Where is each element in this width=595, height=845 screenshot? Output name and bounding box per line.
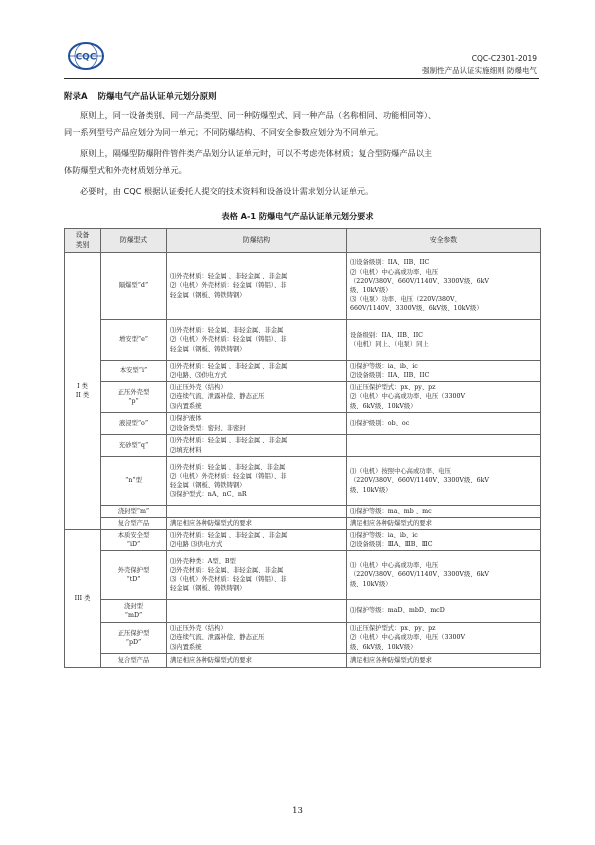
cell-line: ⑵设备级别：IIA、IIB、IIC xyxy=(350,372,430,379)
type-cell xyxy=(101,530,167,551)
table-row xyxy=(65,530,541,551)
params-cell xyxy=(347,253,541,320)
params-cell xyxy=(347,361,541,382)
category-line: I 类 xyxy=(77,382,88,390)
cell-line: 660V/1140V、3300V级、6kV级、10kV级） xyxy=(350,305,483,313)
cell-line: ⑵填充材料 xyxy=(170,446,202,454)
header-line: 类别 xyxy=(75,240,90,249)
structure-cell xyxy=(167,382,347,413)
cell-line: ⑵（电机）中心高或功率、电压（3300V xyxy=(350,634,466,642)
cell-line: 级、6kV级、10kV级） xyxy=(350,402,417,410)
cell-line: 本安型“i” xyxy=(119,367,148,375)
cell-line: ⑵电路 ⑶供电方式 xyxy=(170,541,223,548)
cell-line: 复合型产品 xyxy=(117,519,150,527)
cell-line: ⑴保护等级：ia、ib、ic xyxy=(350,362,418,370)
table-row xyxy=(65,551,541,600)
cell-line: ⑵（电机）外壳材质：轻金属（铸铝）、非 xyxy=(170,472,287,480)
cell-line: “mD” xyxy=(124,612,143,619)
cell-line: ⑴保护级别：ob、oc xyxy=(350,419,410,427)
certification-unit-table xyxy=(64,228,541,668)
cell-line: ⑶内置系统 xyxy=(170,643,202,651)
cell-line: 级、10kV级） xyxy=(350,287,392,294)
cell-line: 增安型“e” xyxy=(118,336,149,344)
document-title: 强制性产品认证实施细则 防爆电气 xyxy=(422,66,537,75)
header-line: 设备 xyxy=(75,231,90,240)
cell-line: 液浸型“o” xyxy=(118,419,149,427)
paragraph-line: 同一系列型号产品应划分为同一单元；不同防爆结构、不同安全参数应划分为不同单元。 xyxy=(64,127,384,137)
cell-line: 浇封型“m” xyxy=(117,507,150,515)
cell-line: ⑵连续气流、泄露补偿、静态正压 xyxy=(170,393,265,401)
table-row xyxy=(65,413,541,435)
category-line: III 类 xyxy=(74,594,91,602)
structure-cell xyxy=(167,600,347,623)
cell-line: 满足相应各种防爆型式的要求 xyxy=(350,519,432,527)
cell-line: （电机）同上、（电泵）同上 xyxy=(350,341,429,348)
type-cell xyxy=(101,320,167,361)
cell-line: 级、6kV级、10kV级） xyxy=(350,643,417,651)
table-title: 表格 A-1 防爆电气产品认证单元划分要求 xyxy=(221,211,374,221)
cell-line: “iD” xyxy=(126,541,141,548)
cell-line: 轻金属（钢板、铸铁铸钢） xyxy=(170,345,246,353)
params-cell xyxy=(347,320,541,361)
paragraph-1 xyxy=(64,107,540,141)
table-row xyxy=(65,253,541,320)
cell-line: 满足相应各种防爆型式的要求 xyxy=(170,519,252,527)
structure-cell xyxy=(167,654,347,668)
params-cell xyxy=(347,654,541,668)
table-row xyxy=(65,518,541,530)
cell-line: ⑵设备类型：密封、非密封 xyxy=(170,424,246,432)
table-row xyxy=(65,457,541,506)
logo-text: CQC xyxy=(75,52,97,63)
table-row xyxy=(65,600,541,623)
cell-line: 轻金属（钢板、铸铁铸钢） xyxy=(170,482,246,489)
cell-line: ⑴外壳材质：轻金属、非轻金属、非金属 xyxy=(170,327,284,335)
cell-line: 复合型产品 xyxy=(117,656,150,664)
page-number: 13 xyxy=(292,806,303,816)
cell-line: “p” xyxy=(128,398,139,405)
cell-line: （220V/380V、660V/1140V、3300V级、6kV xyxy=(350,571,489,579)
cell-line: （220V/380V、660V/1140V、3300V级、6kV xyxy=(350,477,489,485)
category-cell-iii xyxy=(65,530,101,668)
params-cell xyxy=(347,413,541,435)
type-cell xyxy=(101,506,167,518)
cell-line: ⑴外壳材质：轻金属 、非轻金属、非金属 xyxy=(170,463,286,471)
cell-line: 正压保护型 xyxy=(117,629,150,637)
header-structure: 防爆结构 xyxy=(167,229,347,253)
params-cell xyxy=(347,506,541,518)
cell-line: ⑵设备级别：ⅢA、ⅢB、ⅢC xyxy=(350,541,433,548)
cell-line: 隔爆型“d” xyxy=(118,282,149,290)
cell-line: ⑶内置系统 xyxy=(170,402,202,410)
header-type: 防爆型式 xyxy=(101,229,167,253)
structure-cell xyxy=(167,551,347,600)
cell-line: 级、10kV级） xyxy=(350,580,392,588)
category-cell-i-ii xyxy=(65,253,101,530)
cell-line: ⑴正压外壳（结构） xyxy=(170,384,227,392)
paragraph-line: 原则上，同一设备类别、同一产品类型、同一种防爆型式、同一种产品（名称相同、功能相同等）、 xyxy=(80,110,437,120)
type-cell xyxy=(101,654,167,668)
type-cell xyxy=(101,435,167,457)
cell-line: ⑵电路、⑶供电方式 xyxy=(170,372,227,379)
cell-line: “tD” xyxy=(126,576,141,583)
type-cell xyxy=(101,382,167,413)
structure-cell xyxy=(167,320,347,361)
structure-cell xyxy=(167,506,347,518)
appendix-heading xyxy=(64,90,217,102)
cell-line: ⑴保护等级：ia、ib、ic xyxy=(350,531,418,539)
cell-line: 充砂型“q” xyxy=(118,441,149,449)
structure-cell xyxy=(167,530,347,551)
paragraph-line: 必要时，由 CQC 根据认证委托人提交的技术资料和设备设计需求划分认证单元。 xyxy=(80,186,374,196)
cell-line: ⑶保护型式：nA、nC、nR xyxy=(170,491,247,499)
cell-line: “pD” xyxy=(125,639,142,646)
cell-line: ⑶（电泵）功率、电压（220V/380V、 xyxy=(350,296,461,304)
params-cell xyxy=(347,518,541,530)
paragraph-3 xyxy=(64,183,540,200)
cell-line: 设备级别：IIA、IIB、IIC xyxy=(350,331,423,339)
cell-line: ⑵连续气流、泄露补偿、静态正压 xyxy=(170,634,265,642)
cell-line: 外壳保护型 xyxy=(117,566,150,574)
cell-line: ⑴保护等级：maD、mbD、mcD xyxy=(350,607,445,615)
appendix-label: 附录A xyxy=(64,92,88,102)
table-row xyxy=(65,320,541,361)
type-cell xyxy=(101,457,167,506)
header-params: 安全参数 xyxy=(347,229,541,253)
params-cell xyxy=(347,551,541,600)
cell-line: ⑴外壳种类：A型、B型 xyxy=(170,557,236,565)
header-category xyxy=(65,229,101,253)
table-row xyxy=(65,435,541,457)
cell-line: 正压外壳型 xyxy=(117,388,150,396)
paragraph-line: 体防爆型式和外壳材质划分单元。 xyxy=(64,165,187,175)
type-cell xyxy=(101,253,167,320)
cell-line: 级、10kV级） xyxy=(350,486,392,494)
type-cell xyxy=(101,518,167,530)
type-cell xyxy=(101,361,167,382)
cell-line: ⑴（电机）按照中心高或功率、电压 xyxy=(350,468,451,476)
structure-cell xyxy=(167,518,347,530)
cell-line: ⑵外壳材质：轻金属、非轻金属、非金属 xyxy=(170,566,284,574)
type-cell xyxy=(101,551,167,600)
cell-line: ⑴保护液体 xyxy=(170,415,202,423)
type-cell xyxy=(101,623,167,654)
cell-line: 浇封型 xyxy=(124,602,143,610)
table-row xyxy=(65,506,541,518)
cell-line: 轻金属（钢板、铸铁铸钢） xyxy=(170,291,246,299)
document-code: CQC-C2301-2019 xyxy=(471,54,537,63)
cell-line: 本质安全型 xyxy=(117,531,150,539)
cell-line: 满足相应各种防爆型式的要求 xyxy=(170,656,252,664)
cqc-logo xyxy=(66,40,106,72)
cell-line: ⑴设备级别：IIA、IIB、IIC xyxy=(350,259,430,267)
cell-line: ⑶（电机）外壳材质：轻金属（铸铝）、非 xyxy=(170,576,287,583)
table-row xyxy=(65,382,541,413)
params-cell xyxy=(347,457,541,506)
header-divider xyxy=(64,78,539,79)
structure-cell xyxy=(167,435,347,457)
cell-line: ⑵（电机）外壳材质：轻金属（铸铝）、非 xyxy=(170,336,287,344)
cell-line: ⑴外壳材质：轻金属 、非轻金属 、非金属 xyxy=(170,437,288,445)
structure-cell xyxy=(167,361,347,382)
cell-line: ⑴正压保护型式：px、py、pz xyxy=(350,625,436,633)
table-row xyxy=(65,361,541,382)
cell-line: “n”型 xyxy=(125,477,142,485)
cell-line: ⑴外壳材质：轻金属 、非轻金属 、非金属 xyxy=(170,273,288,281)
cell-line: ⑵（电机）外壳材质：轻金属（铸铝）、非 xyxy=(170,282,287,290)
type-cell xyxy=(101,600,167,623)
cell-line: 轻金属（钢板、铸铁铸钢） xyxy=(170,585,246,593)
cell-line: （220V/380V、660V/1140V、3300V级、6kV xyxy=(350,277,489,285)
params-cell xyxy=(347,600,541,623)
structure-cell xyxy=(167,413,347,435)
cell-line: 满足相应各种防爆型式的要求 xyxy=(350,656,432,664)
table-row xyxy=(65,654,541,668)
params-cell xyxy=(347,435,541,457)
cell-line: ⑴保护等级：ma、mb 、mc xyxy=(350,507,432,515)
table-row xyxy=(65,623,541,654)
structure-cell xyxy=(167,253,347,320)
cell-line: ⑴外壳材质：轻金属 、非轻金属 、非金属 xyxy=(170,362,288,370)
appendix-name: 防爆电气产品认证单元划分原则 xyxy=(97,92,217,102)
paragraph-2 xyxy=(64,145,540,179)
paragraph-line: 原则上，隔爆型防爆附件管件类产品划分认证单元时，可以不考虑壳体材质；复合型防爆产品以主 xyxy=(80,148,433,158)
cell-line: ⑴正压保护型式：px、py、pz xyxy=(350,384,436,392)
cell-line: ⑴（电机）中心高或功率、电压 xyxy=(350,562,439,570)
cell-line: ⑴正压外壳（结构） xyxy=(170,625,227,633)
cell-line: ⑴外壳材质：轻金属 、非轻金属 、非金属 xyxy=(170,531,288,539)
structure-cell xyxy=(167,457,347,506)
cell-line: ⑵（电机）中心高或功率、电压（3300V xyxy=(350,393,466,401)
category-line: II 类 xyxy=(75,392,90,399)
params-cell xyxy=(347,530,541,551)
params-cell xyxy=(347,382,541,413)
cell-line: ⑵（电机）中心高或功率、电压 xyxy=(350,268,439,276)
type-cell xyxy=(101,413,167,435)
table-header-row xyxy=(65,229,541,253)
params-cell xyxy=(347,623,541,654)
structure-cell xyxy=(167,623,347,654)
